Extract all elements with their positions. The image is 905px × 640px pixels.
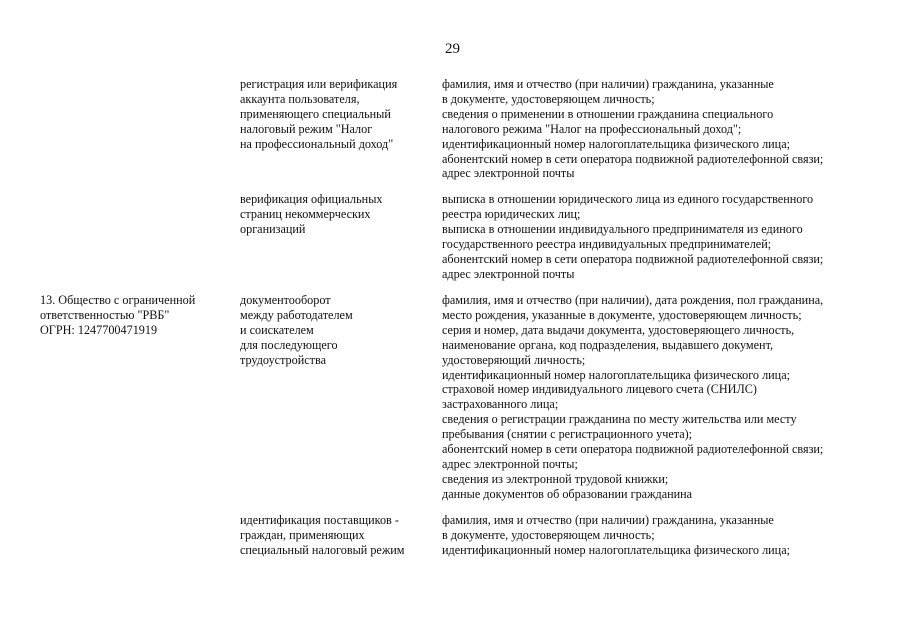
text-line: страховой номер индивидуального лицевого счета (СНИЛС) xyxy=(442,382,757,397)
text-line: для последующего xyxy=(240,337,338,352)
table-row xyxy=(40,513,860,573)
text-line: специальный налоговый режим xyxy=(240,542,405,557)
text-line: документооборот xyxy=(240,293,331,307)
text-line: граждан, применяющих xyxy=(240,527,365,542)
page-number: 29 xyxy=(445,41,460,57)
text-line: адрес электронной почты xyxy=(442,266,575,281)
text-line: идентификация поставщиков - xyxy=(240,513,399,527)
document-table xyxy=(40,77,860,573)
text-line: аккаунта пользователя, xyxy=(240,91,360,106)
text-line: страниц некоммерческих xyxy=(240,206,371,221)
text-line: налогового режима "Налог на профессиональный доход"; xyxy=(442,121,742,136)
text-line: наименование органа, код подразделения, выдавшего документ, xyxy=(442,337,774,352)
data-cell xyxy=(442,293,862,502)
data-cell xyxy=(442,513,862,558)
text-line: абонентский номер в сети оператора подвижной радиотелефонной связи; xyxy=(442,442,824,457)
text-line: фамилия, имя и отчество (при наличии) гражданина, указанные xyxy=(442,513,774,527)
data-cell xyxy=(442,192,862,281)
text-line: ОГРН: 1247700471919 xyxy=(40,322,158,337)
text-line: налоговый режим "Налог xyxy=(240,121,373,136)
text-line: идентификационный номер налогоплательщика физического лица; xyxy=(442,136,790,151)
organization-cell xyxy=(40,293,230,338)
table-row xyxy=(40,77,860,192)
purpose-cell xyxy=(240,192,435,237)
text-line: выписка в отношении юридического лица из единого государственного xyxy=(442,192,814,206)
text-line: идентификационный номер налогоплательщика физического лица; xyxy=(442,367,790,382)
text-line: абонентский номер в сети оператора подвижной радиотелефонной связи; xyxy=(442,251,824,266)
text-line: адрес электронной почты xyxy=(442,166,575,181)
text-line: и соискателем xyxy=(240,322,314,337)
text-line: сведения о применении в отношении гражданина специального xyxy=(442,106,774,121)
text-line: организаций xyxy=(240,221,306,236)
purpose-cell xyxy=(240,513,435,558)
text-line: застрахованного лица; xyxy=(442,397,559,412)
text-line: регистрация или верификация xyxy=(240,77,398,91)
text-line: в документе, удостоверяющем личность; xyxy=(442,91,655,106)
data-cell xyxy=(442,77,862,181)
text-line: серия и номер, дата выдачи документа, удостоверяющего личность, xyxy=(442,322,795,337)
text-line: идентификационный номер налогоплательщика физического лица; xyxy=(442,542,790,557)
text-line: применяющего специальный xyxy=(240,106,391,121)
text-line: ответственностью "РВБ" xyxy=(40,307,170,322)
text-line: между работодателем xyxy=(240,307,353,322)
text-line: сведения о регистрации гражданина по месту жительства или месту xyxy=(442,412,797,427)
text-line: место рождения, указанные в документе, удостоверяющем личность; xyxy=(442,307,802,322)
text-line: государственного реестра индивидуальных предпринимателей; xyxy=(442,236,772,251)
text-line: сведения из электронной трудовой книжки; xyxy=(442,471,669,486)
text-line: реестра юридических лиц; xyxy=(442,206,581,221)
text-line: 13. Общество с ограниченной xyxy=(40,293,196,307)
text-line: данные документов об образовании гражданина xyxy=(442,486,693,501)
text-line: в документе, удостоверяющем личность; xyxy=(442,527,655,542)
purpose-cell xyxy=(240,293,435,368)
text-line: трудоустройства xyxy=(240,352,326,367)
text-line: выписка в отношении индивидуального предпринимателя из единого xyxy=(442,221,803,236)
text-line: удостоверяющий личность; xyxy=(442,352,586,367)
text-line: пребывания (снятии с регистрационного учета); xyxy=(442,427,693,442)
text-line: верификация официальных xyxy=(240,192,383,206)
text-line: фамилия, имя и отчество (при наличии) гражданина, указанные xyxy=(442,77,774,91)
purpose-cell xyxy=(240,77,435,152)
text-line: фамилия, имя и отчество (при наличии), дата рождения, пол гражданина, xyxy=(442,293,824,307)
table-row xyxy=(40,192,860,293)
text-line: абонентский номер в сети оператора подвижной радиотелефонной связи; xyxy=(442,151,824,166)
table-row xyxy=(40,293,860,513)
text-line: на профессиональный доход" xyxy=(240,136,394,151)
text-line: адрес электронной почты; xyxy=(442,456,578,471)
